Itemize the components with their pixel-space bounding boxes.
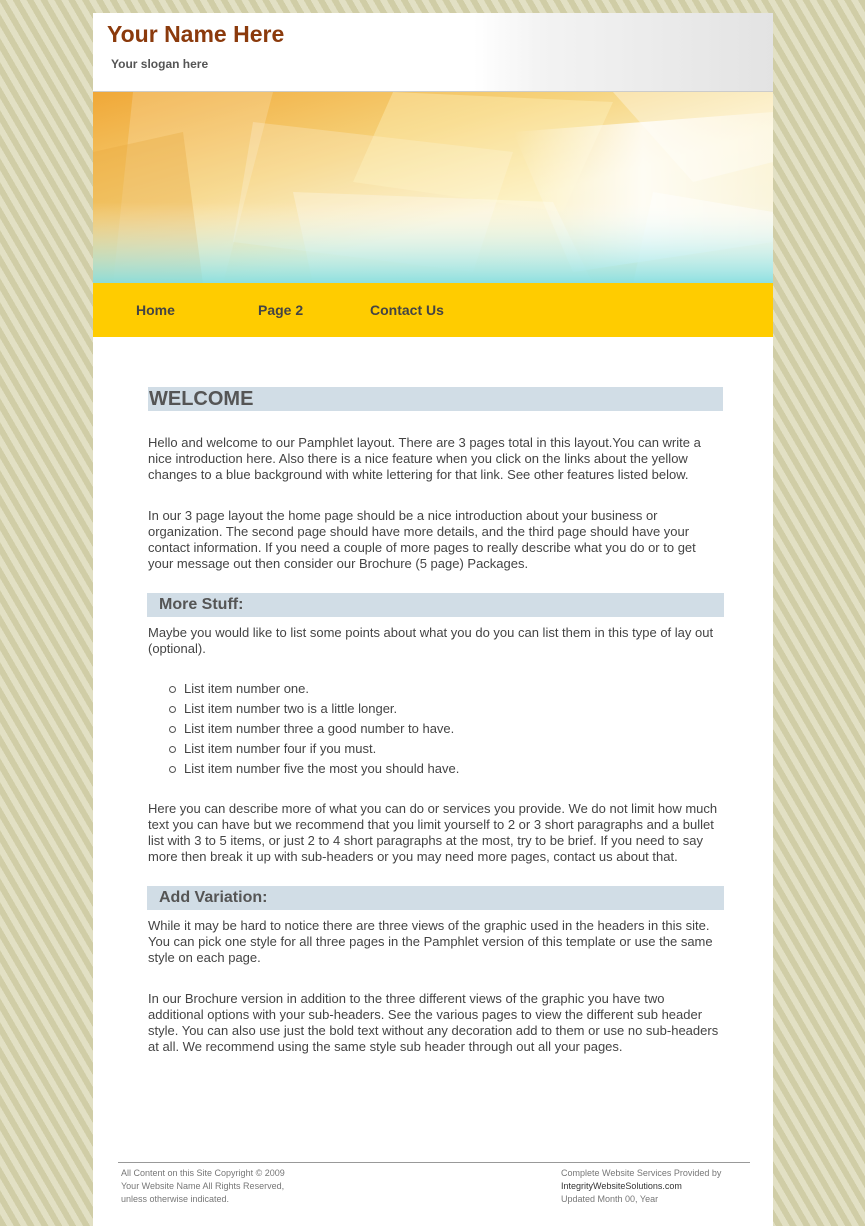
list-item: List item number four if you must.	[148, 739, 723, 759]
footer-credits-line-1: Complete Website Services Provided by	[561, 1168, 722, 1178]
more-stuff-paragraph-2: Here you can describe more of what you can do or services you provide. We do not limit how much text you can have but we recommend that you limit yourself to 2 or 3 short paragraphs and a bullet list with 3 to 5 items, or just 2 to 4 short paragraphs at the most, try to be brief. If you need to say more then break it up with sub-headers or you may need more pages, contact us about that.	[148, 801, 718, 864]
feature-list	[148, 679, 723, 779]
nav-link-home[interactable]: Home	[136, 302, 175, 318]
site-name: Your Name Here	[107, 21, 285, 47]
main-content	[148, 387, 723, 1055]
footer-provider-link[interactable]: IntegrityWebsiteSolutions.com	[561, 1181, 682, 1191]
footer-copyright-line-1: All Content on this Site Copyright © 2009	[121, 1168, 285, 1178]
list-item: List item number five the most you should have.	[148, 759, 723, 779]
more-stuff-paragraph-1: Maybe you would like to list some points about what you do you can list them in this type of lay out (optional).	[148, 625, 714, 656]
nav-link-contact-us[interactable]: Contact Us	[370, 302, 444, 318]
page-container	[93, 13, 773, 1226]
footer-copyright-line-3: unless otherwise indicated.	[121, 1194, 230, 1204]
variation-paragraph-1: While it may be hard to notice there are three views of the graphic used in the headers in this site. You can pick one style for all three pages in the Pamphlet version of this template or use the same style on each page.	[148, 918, 713, 965]
variation-paragraph-2: In our Brochure version in addition to the three different views of the graphic you have two additional options with your sub-headers. See the various pages to view the different sub header style. You can also use just the bold text without any decoration add to them or use no sub-headers at all. We recommend using the same style sub header through out all your pages.	[148, 991, 719, 1054]
more-stuff-heading: More Stuff:	[147, 593, 724, 617]
nav-link-page-2[interactable]: Page 2	[258, 302, 304, 318]
footer-copyright-line-2: Your Website Name All Rights Reserved,	[121, 1181, 285, 1191]
list-item: List item number two is a little longer.	[148, 699, 723, 719]
list-item: List item number three a good number to have.	[148, 719, 723, 739]
intro-paragraph-1: Hello and welcome to our Pamphlet layout. There are 3 pages total in this layout.You can write a nice introduction here. Also there is a nice feature when you click on the links about the yellow changes to a blue background with white lettering for that link. See other features listed below.	[148, 435, 701, 482]
site-header	[93, 13, 773, 91]
footer-divider	[118, 1162, 750, 1163]
footer-copyright	[121, 1167, 381, 1206]
list-item: List item number one.	[148, 679, 723, 699]
abstract-banner-graphic	[93, 92, 773, 284]
main-navigation	[93, 283, 773, 337]
add-variation-heading: Add Variation:	[147, 886, 724, 910]
footer-updated-date: Updated Month 00, Year	[561, 1194, 659, 1204]
welcome-heading: WELCOME	[148, 387, 723, 411]
header-banner-image	[93, 91, 773, 284]
intro-paragraph-2: In our 3 page layout the home page should be a nice introduction about your business or organization. The second page should have more details, and the third page should have your contact information. If you need a couple of more pages to really describe what you do or to get your message out then consider our Brochure (5 page) Packages.	[148, 508, 696, 571]
footer-credits	[561, 1167, 766, 1206]
site-slogan: Your slogan here	[111, 57, 209, 71]
